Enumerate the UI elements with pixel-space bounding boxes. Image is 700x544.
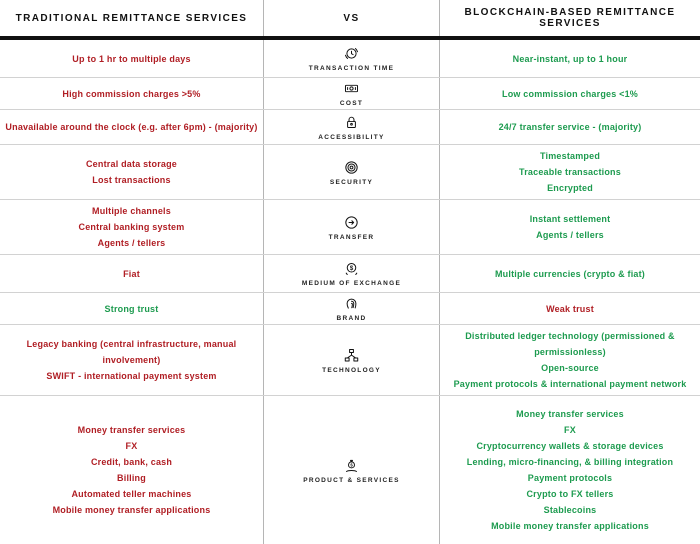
traditional-item: Agents / tellers: [97, 238, 166, 248]
comparison-row: [0, 200, 700, 255]
blockchain-item: Encrypted: [547, 183, 593, 193]
clock-arrows-icon: [343, 45, 360, 62]
traditional-cell: [0, 78, 263, 109]
network-nodes-icon: [343, 347, 360, 364]
traditional-cell: [0, 110, 263, 144]
traditional-item: Central data storage: [85, 159, 178, 169]
blockchain-item: FX: [564, 425, 576, 435]
padlock-icon: [343, 114, 360, 131]
traditional-item: Automated teller machines: [71, 489, 192, 499]
blockchain-item: Open-source: [541, 363, 599, 373]
category-label: SECURITY: [329, 178, 374, 186]
security-emblem-icon: [343, 159, 360, 176]
category-cell: [263, 145, 440, 199]
header-vs: VS: [263, 0, 440, 36]
traditional-item: Legacy banking (central infrastructure, manual involvement): [26, 339, 237, 365]
transfer-arrow-icon: [343, 214, 360, 231]
category-label: TRANSFER: [328, 233, 375, 241]
blockchain-item: Crypto to FX tellers: [526, 489, 614, 499]
blockchain-cell: [440, 396, 700, 544]
header-blockchain: BLOCKCHAIN-BASED REMITTANCE SERVICES: [464, 7, 676, 29]
blockchain-item: Traceable transactions: [519, 167, 621, 177]
blockchain-item: Near-instant, up to 1 hour: [512, 53, 628, 64]
blockchain-item: Payment protocols: [527, 473, 613, 483]
blockchain-item: Money transfer services: [516, 409, 624, 419]
category-label: ACCESSIBILITY: [318, 133, 385, 141]
comparison-row: [0, 255, 700, 293]
traditional-cell: [0, 200, 263, 254]
category-label: BRAND: [336, 315, 367, 322]
blockchain-item: Cryptocurrency wallets & storage devices: [476, 441, 664, 451]
traditional-item: Central banking system: [78, 222, 185, 232]
blockchain-item: Instant settlement: [529, 214, 611, 224]
category-label: MEDIUM OF EXCHANGE: [301, 280, 402, 287]
comparison-row: [0, 40, 700, 78]
currency-exchange-icon: [343, 260, 360, 277]
traditional-cell: [0, 145, 263, 199]
blockchain-cell: [440, 145, 700, 199]
blockchain-cell: [440, 110, 700, 144]
blockchain-item: Distributed ledger technology (permissioned & permissionless): [465, 331, 675, 357]
traditional-item: High commission charges >5%: [62, 88, 201, 99]
blockchain-cell: [440, 200, 700, 254]
category-label: COST: [339, 100, 364, 107]
category-label: TRANSACTION TIME: [308, 65, 395, 72]
traditional-item: Up to 1 hr to multiple days: [72, 53, 191, 64]
category-cell: [263, 293, 440, 324]
blockchain-item: Multiple currencies (crypto & fiat): [494, 268, 646, 279]
category-cell: [263, 200, 440, 254]
traditional-item: Mobile money transfer applications: [52, 505, 211, 515]
traditional-cell: [0, 325, 263, 395]
traditional-item: Money transfer services: [77, 425, 186, 435]
comparison-row: [0, 145, 700, 200]
category-cell: [263, 110, 440, 144]
blockchain-cell: [440, 40, 700, 77]
comparison-row: [0, 293, 700, 325]
traditional-item: Credit, bank, cash: [90, 457, 173, 467]
blockchain-item: Payment protocols & international payment network: [453, 379, 687, 389]
banknote-icon: [343, 80, 360, 97]
traditional-cell: [0, 293, 263, 324]
traditional-cell: [0, 255, 263, 292]
comparison-row: [0, 78, 700, 110]
category-cell: [263, 40, 440, 77]
blockchain-cell: [440, 78, 700, 109]
traditional-item: Lost transactions: [92, 175, 171, 185]
blockchain-cell: [440, 255, 700, 292]
traditional-item: Fiat: [123, 268, 140, 279]
traditional-item: Multiple channels: [92, 206, 171, 216]
category-label: PRODUCT & SERVICES: [303, 476, 400, 484]
blockchain-item: Low commission charges <1%: [502, 88, 638, 99]
fingerprint-icon: [343, 295, 360, 312]
traditional-cell: [0, 40, 263, 77]
hand-money-icon: [343, 457, 360, 474]
blockchain-item: 24/7 transfer service - (majority): [498, 122, 642, 132]
category-cell: [263, 396, 440, 544]
traditional-item: Unavailable around the clock (e.g. after 6pm) - (majority): [5, 122, 258, 132]
traditional-cell: [0, 396, 263, 544]
comparison-row: [0, 110, 700, 145]
comparison-row: [0, 396, 700, 544]
category-cell: [263, 255, 440, 292]
traditional-item: FX: [125, 441, 138, 451]
blockchain-item: Timestamped: [539, 151, 601, 161]
blockchain-item: Weak trust: [546, 303, 594, 314]
table-header: [0, 0, 700, 40]
blockchain-item: Lending, micro-financing, & billing integration: [466, 457, 674, 467]
blockchain-cell: [440, 325, 700, 395]
traditional-item: SWIFT - international payment system: [46, 371, 217, 381]
category-label: TECHNOLOGY: [322, 366, 381, 374]
blockchain-item: Mobile money transfer applications: [491, 521, 649, 531]
svg-text:$: $: [349, 265, 354, 272]
blockchain-item: Stablecoins: [543, 505, 597, 515]
comparison-row: [0, 325, 700, 396]
category-cell: [263, 325, 440, 395]
svg-text:$: $: [350, 462, 353, 468]
category-cell: [263, 78, 440, 109]
blockchain-item: Agents / tellers: [536, 230, 604, 240]
traditional-item: Billing: [117, 473, 146, 483]
header-traditional: TRADITIONAL REMITTANCE SERVICES: [15, 12, 248, 24]
blockchain-cell: [440, 293, 700, 324]
comparison-rows: [0, 40, 700, 544]
traditional-item: Strong trust: [104, 303, 159, 314]
